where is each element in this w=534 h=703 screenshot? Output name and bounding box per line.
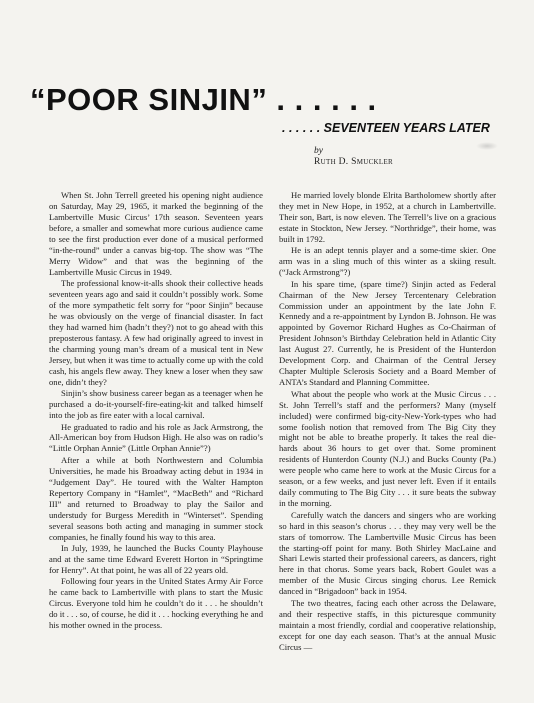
article-title: “POOR SINJIN” . . . . . . bbox=[30, 82, 377, 117]
right-column bbox=[279, 190, 496, 653]
left-column bbox=[49, 190, 263, 632]
paragraph: Following four years in the United States Army Air Force he came back to Lambertville with plans to start the Music Circus. Everyone told him he couldn’t do it . . . he shouldn’t do it . . . so, of course, he did it . . . hocking everything he and his mother owned in the process. bbox=[49, 576, 263, 631]
byline bbox=[314, 146, 393, 168]
paragraph: He is an adept tennis player and a some-time skier. One arm was in a sling much of this winter as a skiing result. (“Jack Armstrong”?) bbox=[279, 245, 496, 278]
paragraph: What about the people who work at the Music Circus . . . St. John Terrell’s staff and the performers? Many (myself included) were confirmed big-city-New-York-types who had some foolish notion that removed from The Big City they might not be able to breathe properly. It takes the real die-hards about 36 hours to get over that. Some prominent residents of Hunterdon County (N.J.) and Bucks County (Pa.) were people who came here to work at the Music Circus for a season, or a few weeks, and just never left. Even if it entails daily commuting to The Big City . . . it sure beats the subway in the morning. bbox=[279, 388, 496, 509]
paragraph: In his spare time, (spare time?) Sinjin acted as Federal Chairman of the New Jersey Tercentenary Celebration Commission under an appointment by the late John F. Kennedy and a re-appointment by Lyndon B. Johnson. He was appointed by Governor Richard Hughes as Co-Chairman of President Johnson’s Birthday Celebration held in Atlantic City last August 27. Currently, he is President of the Hunterdon Development Corp. and Chairman of the Central Jersey Chapter Multiple Sclerosis Society and a Board Member of ANTA’s Standard and Planning Committee. bbox=[279, 278, 496, 388]
paragraph: He graduated to radio and his role as Jack Armstrong, the All-American boy from Hudson High. He also was on radio’s “Little Orphan Annie” (Little Orphan Annie”?) bbox=[49, 421, 263, 454]
paragraph: When St. John Terrell greeted his opening night audience on Saturday, May 29, 1965, it marked the beginning of the Lambertville Music Circus’ 17th season. Seventeen years before, a smaller and somewhat more curious audience came to see the first production ever done of a musical performed “in-the-round” under a canvas big-top. The show was “The Merry Widow” and that was the beginning of the Lambertville Music Circus in 1949. bbox=[49, 190, 263, 277]
article-subtitle: . . . . . . SEVENTEEN YEARS LATER bbox=[282, 121, 490, 135]
paragraph: The two theatres, facing each other across the Delaware, and their respective staffs, in this picturesque community maintain a most friendly, cordial and cooperative relationship, except for one day each season. That’s at the annual Music Circus — bbox=[279, 597, 496, 652]
paragraph: Carefully watch the dancers and singers who are working so hard in this season’s chorus . . . they may very well be the stars of tomorrow. The Lambertville Music Circus has been the starting-off point for many. Both Shirley MacLaine and Shari Lewis started their professional careers, as dancers, right here in that chorus. Some years back, Robert Goulet was a member of the Music Circus singing chorus. Lee Remick danced in “Brigadoon” back in 1954. bbox=[279, 509, 496, 597]
byline-by: by bbox=[314, 146, 323, 156]
paragraph: He married lovely blonde Elrita Bartholomew shortly after they met in New Hope, in 1952, at a church in Lambertville. Their son, Bart, is now eleven. The Terrell’s live on a gracious estate in Stockton, New Jersey. “Northridge”, their home, was built in 1792. bbox=[279, 190, 496, 244]
byline-author: Ruth D. Smuckler bbox=[314, 157, 394, 167]
print-smudge bbox=[476, 142, 498, 150]
paragraph: After a while at both Northwestern and Columbia Universities, he made his Broadway acting debut in 1934 in “Judgement Day”. He toured with the Walter Hampton Repertory Company in “Hamlet”, “MacBeth” and “Richard III” and returned to Broadway to play the Sailor and understudy for Burgess Meredith in “Winterset”. Spending several seasons both acting and managing in summer stock companies, he finally found his way to this area. bbox=[49, 454, 263, 542]
paragraph: The professional know-it-alls shook their collective heads seventeen years ago and said it couldn’t possibly work. Some of the more sympathetic felt sorry for “poor Sinjin” because he was obviously on the verge of financial disaster. In fact they had warned him (hadn’t they?) not to go ahead with this preposterous fantasy. A few had originally agreed to invest in the charming young man’s dream of a musical tent in New Jersey, but when it was time to actually come up with the cold cash, his angels flew away. They knew a loser when they saw one, didn’t they? bbox=[49, 278, 263, 387]
paragraph: Sinjin’s show business career began as a teenager when he purchased a do-it-yourself-fire-eating-kit and talked himself into the job as fire eater with a local carnival. bbox=[49, 388, 263, 421]
paragraph: In July, 1939, he launched the Bucks County Playhouse and at the same time Edward Everett Horton in “Springtime for Henry”. At that point, he was all of 22 years old. bbox=[49, 543, 263, 575]
